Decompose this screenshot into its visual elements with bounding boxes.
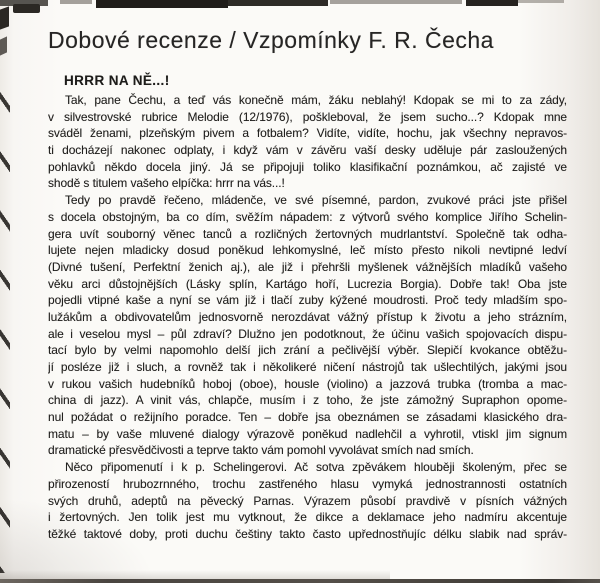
scan-left-edge-tears: [0, 60, 10, 573]
text-line: i žertovných. Jen tolik jest mu vytknout, že dikce a deklamace jeho nadmíru akcentuje: [48, 510, 567, 525]
scan-top-edge-artifact: [518, 0, 564, 3]
text-line: svých druhů, adeptů na pěvecký Parnas. Výrazem působí pravdivě v písních vážných: [48, 493, 567, 508]
text-line: těžké taktové doby, proti duchu češtiny takto často upřednostňujíc délku slabik nad správ-: [48, 526, 567, 541]
text-line: jí posléze již i sluch, a rovněž tak i několikeré ničení nástrojů tak ušlechtilých, jakými jsou: [48, 360, 567, 374]
scan-left-edge-artifact: [0, 36, 7, 55]
text-line: tací bylo by velmi napomohlo delší jich zrání a pečlivější výběr. Slepičí kvokance obtěžu-: [48, 343, 567, 358]
text-line: Tedy po pravdě řečeno, mládenče, ve své písemné, pardon, zvukové práci jste přišel: [65, 193, 567, 208]
text-line: gera uvít souborný věnec tanců a rozličných žertovných mudrlantství. Společně tak odha-: [48, 226, 567, 241]
scan-top-edge-artifact: [60, 0, 92, 4]
article-heading: HRRR NA NĚ...!: [64, 73, 170, 88]
text-line: věku arci důstojnějších (Lásky splín, Kartágo hoří, Lucrezia Borgia). Dobře tak! Oba jste: [48, 276, 567, 291]
text-line: matu – by vaše mluvené dialogy výrazově poněkud nadlehčil a vyhrotil, vtiskl jim signum: [48, 426, 567, 441]
text-line: Něco připomenutí i k p. Schelingerovi. Ač sotva zpěvákem hlouběji školeným, přec se: [65, 460, 567, 475]
text-line: pohlavků někdo docela jiný. Já se připojuji toliko klasifikační poznámkou, ač zajisté ve: [48, 159, 567, 174]
scan-left-edge-artifact: [0, 6, 9, 29]
scan-top-edge-artifact: [228, 0, 328, 6]
page-title: Dobové recenze / Vzpomínky F. R. Čecha: [48, 27, 494, 53]
text-line: dramatické přesvědčivosti a teprve takto vám pomohl vyvolávat smích nad smích.: [48, 443, 474, 458]
scan-top-edge-artifact: [13, 4, 40, 13]
text-line: shodě s titulem vašeho elpíčka: hrrr na vás...!: [48, 176, 285, 191]
text-line: ale i veselou mysl – půl zdraví? Dlužno jen podotknout, že účinu vašich spojovacích dispu-: [48, 326, 567, 341]
text-line: v silvestrovské rubrice Melodie (12/1976), poškleboval, že jsem sucho...? Kdopak mne: [48, 109, 567, 124]
article-body: [48, 92, 567, 543]
text-line: sváděl ženami, plzeňským pivem a fotbalem? Vidíte, vidíte, hochu, jak všechny nepravos-: [48, 126, 567, 141]
text-line: ti docházejí nakonec odplaty, i když vám v závěru vaší desky uděluje pár zasloužených: [48, 143, 567, 158]
scan-bottom-shadow: [0, 570, 390, 579]
scan-top-edge-artifact: [466, 0, 518, 6]
scan-top-edge-artifact: [330, 0, 462, 4]
text-line: china di jazz). A vinit vás, chlapče, musím i z toho, že jste zámožný Supraphon opome-: [48, 393, 567, 408]
text-line: lužákům a obdivovatelům jednosvorně nerozdávat vážný přístup k životu a jeho strázním,: [48, 309, 567, 324]
text-line: nul požádat o režijního poradce. Ten – dobře jsa obeznámen se zásadami klasického dra-: [48, 410, 567, 425]
scan-bottom-edge-artifact: [0, 579, 600, 583]
text-line: přirozeností hrubozrnného, trochu zastřeného hlasu vymyká jednostrannosti ostatních: [48, 476, 567, 491]
text-line: v rukou vašich hudebníků hoboj (oboe), housle (violino) a jazzová trubka (tromba a mac-: [48, 376, 567, 391]
scan-top-edge-artifact: [96, 0, 228, 8]
text-line: s docela obstojným, ba co dím, svěžím nápadem: z výtvorů svého komplice Jiřího Schelin-: [48, 209, 567, 224]
text-line: Tak, pane Čechu, a teď vás konečně mám, žáku neblahý! Kdopak se mi to za zády,: [65, 93, 567, 107]
text-line: lujete nejen mladicky dosud poněkud lehkomyslné, leč místo přesto nikoli nevtipné ledví: [48, 243, 567, 258]
text-line: pojedli vtipné kaše a nyní se vám již i tlačí zuby kýžené moudrosti. Proč tedy mladším spo-: [48, 293, 567, 308]
text-line: (Divné tušení, Perfektní ženich aj.), ale již i přehršli myšlenek vážnějších mladíků vašeho: [48, 259, 567, 274]
